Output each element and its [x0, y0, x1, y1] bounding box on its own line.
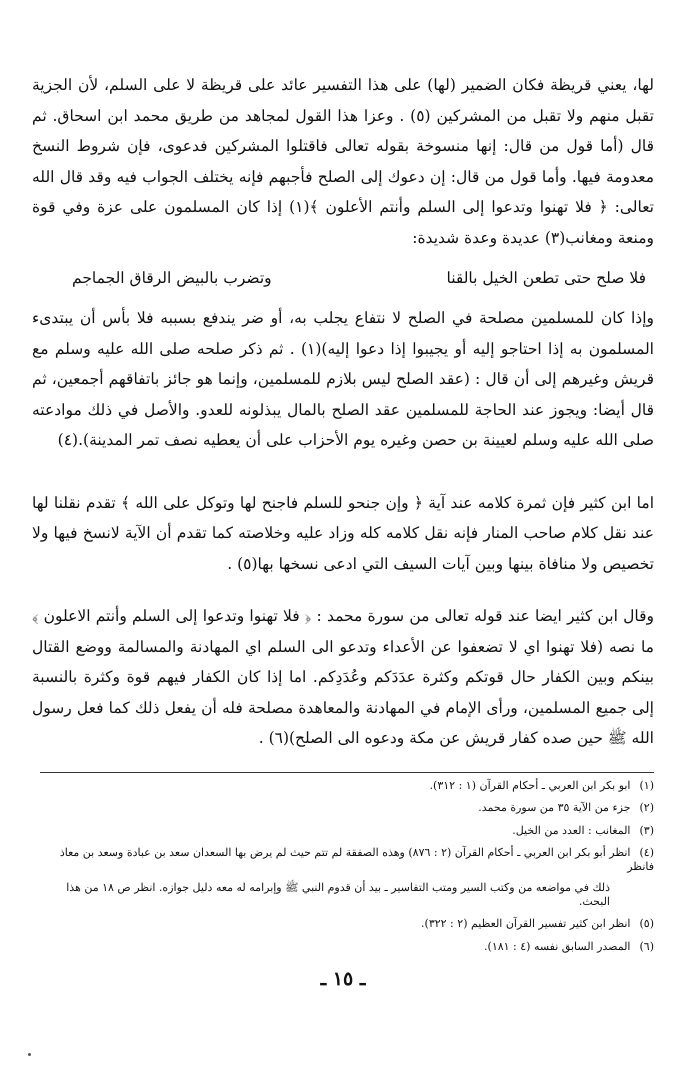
footnote-text: المغانب : العدد من الخيل.: [512, 823, 631, 837]
body-paragraph: وقال ابن كثير ايضا عند قوله تعالى من سورة محمد : ﴿ فلا تهنوا وتدعوا إلى السلم وأنتم الاعلون ﴾ ما نصه (فلا تهنوا اي لا تضعفوا عن الأعداء وتدعو الى السلم اي المهادنة والمسالمة ووضع القتال بينكم وبين الكفار حال قوتكم وكثرة عدَدَكم وعُدَدِكم. اما إذا كان الكفار فيهم قوة وكثرة بالنسبة إلى جميع المسلمين، ورأى الإمام في المهادنة والمعاهدة مصلحة فله أن يفعل ذلك كما فعل رسول الله ﷺ حين صده كفار قريش عن مكة ودعوه الى الصلح)(٦) .: [32, 607, 654, 747]
footnote-continuation: ذلك في مواضعه من وكتب السير ومتب التفاسير ـ بيد أن قدوم النبي ﷺ وإبرامه له معه دليل جوازه. انظر ص ١٨ من هذا البحث.: [66, 880, 610, 908]
footnote-number: (١): [639, 778, 654, 792]
footnote: [32, 917, 654, 931]
scan-speck: [28, 1053, 31, 1056]
footnote-text: انظر ابن كثير تفسير القرآن العظيم (٢ : ٣٢٢).: [421, 917, 631, 930]
footnote-text: المصدر السابق نفسه (٤ : ١٨١).: [484, 939, 631, 953]
footnote-number: (٤): [639, 846, 654, 859]
poetry-verse: [72, 263, 646, 293]
footnotes: [32, 779, 654, 954]
footnote-number: (٣): [639, 823, 654, 837]
body-paragraph: لها، يعني قريظة فكان الضمير (لها) على هذا التفسير عائد على قريظة لا على السلم، لأن الجزية تقبل منهم ولا تقبل من المشركين (٥) . وعزا هذا القول لمجاهد من طريق محمد ابن اسحاق. ثم قال (أما قول من قال: إنها منسوخة بقوله تعالى فاقتلوا المشركين فدعوى، فإن شروط النسخ معدومة فيها. وأما قول من قال: إن دعوك إلى الصلح فأجبهم فإنه يختلف الجواب فيه وقد قال الله تعالى: ﴿ فلا تهنوا وتدعوا إلى السلم وأنتم الأعلون ﴾(١) إذا كان المسلمون على عزة وفي قوة ومنعة ومغانب(٣) عديدة وعدة شديدة:: [32, 76, 654, 247]
footnote: [32, 824, 654, 838]
body-paragraph: وإذا كان للمسلمين مصلحة في الصلح لا نتفاع يجلب به، أو ضر يندفع بسببه فلا بأس أن يبتدىء المسلمون به إذا احتاجو إليه أو يجيبوا إذا دعوا إليه)(١) . ثم ذكر صلحه صلى الله عليه وسلم مع قريش وغيرهم إلى أن قال : (عقد الصلح ليس بلازم للمسلمين، وإنما هو جائز باتفاقهم أجمعين، ثم قال أيضا: ويجوز عند الحاجة للمسلمين عقد الصلح بالمال يبذلونه للعدو. والأصل في ذلك موادعته صلى الله عليه وسلم لعيينة بن حصن وغيره يوم الأحزاب على أن يعطيه نصف تمر المدينة).(٤): [32, 309, 655, 449]
footnote: [32, 846, 654, 874]
footnote: [32, 779, 654, 793]
footnote: [32, 801, 654, 815]
verse-second-hemistich: وتضرب بالبيض الرقاق الجماجم: [72, 269, 272, 287]
page-number: ـ ١٥ ـ: [320, 967, 366, 990]
footnote-text: جزء من الآية ٣٥ من سورة محمد.: [478, 801, 631, 814]
body-paragraph: اما ابن كثير فإن ثمرة كلامه عند آية ﴿ وإن جنحو للسلم فاجنح لها وتوكل على الله ﴾ تقدم نقلنا لها عند نقل كلام صاحب المنار فإنه نقل كلامه كله وزاد عليه وخلاصته كما تقدم أن الآية لانسخ فيها ولا تخصيص ولا منافاة بينها وبين آيات السيف التي ادعى نسخها بها(٥) .: [32, 493, 654, 573]
verse-first-hemistich: فلا صلح حتى تطعن الخيل بالقنا: [446, 269, 646, 287]
footnote-separator: [40, 772, 654, 773]
footnote-text: انظر أبو بكر ابن العربي ـ أحكام القرآن (٢ : ٨٧٦) وهذه الصفقة لم تتم حيث لم يرض بها السعدان سعد بن عبادة وسعد بن معاذ فانظر: [59, 846, 654, 873]
footnote-number: (٢): [639, 801, 654, 814]
footnote-text: ابو بكر ابن العربي ـ أحكام القرآن (١ : ٣١٢).: [429, 778, 631, 792]
footnote-number: (٥): [639, 917, 654, 930]
footnote: [32, 940, 654, 954]
footnote-number: (٦): [639, 939, 654, 953]
